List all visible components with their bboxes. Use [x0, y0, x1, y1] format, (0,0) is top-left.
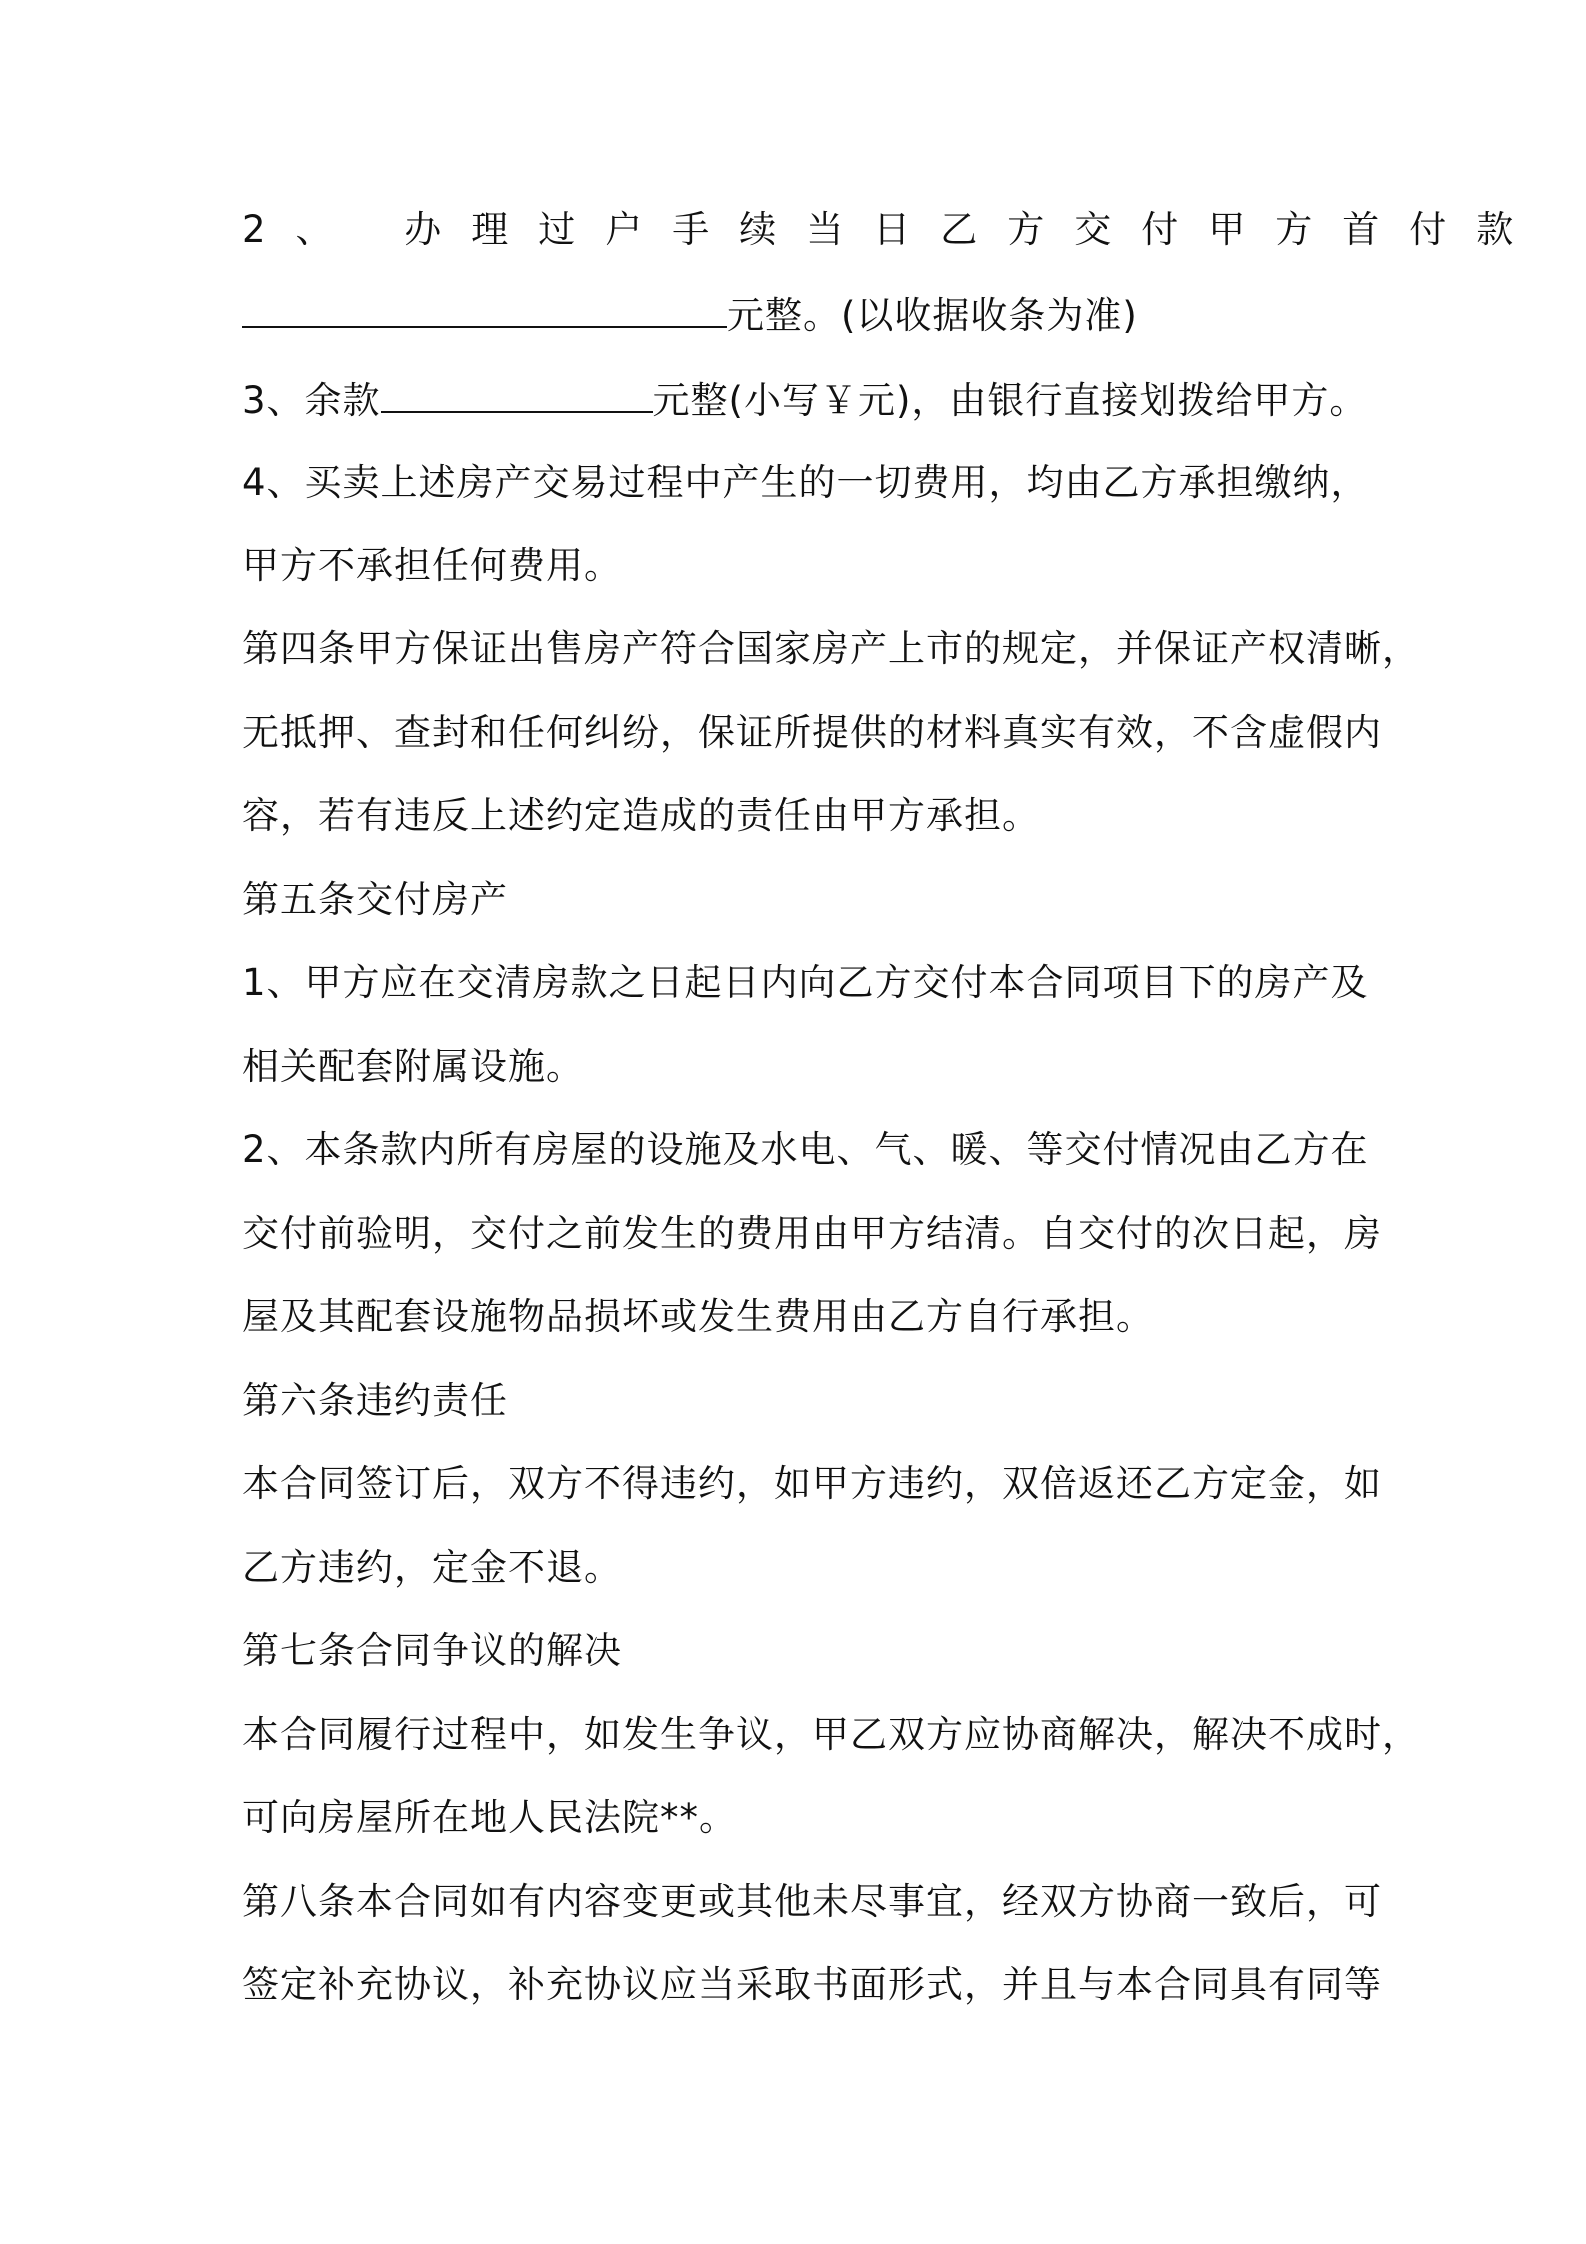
clause-5-heading: 第五条交付房产: [242, 878, 508, 921]
clause-5-item-1-line-1: 1、甲方应在交清房款之日起日内向乙方交付本合同项目下的房产及: [242, 961, 1369, 1004]
clause-5-item-2-line-3: 屋及其配套设施物品损坏或发生费用由乙方自行承担。: [242, 1295, 1154, 1338]
clause-4-line-3: 容，若有违反上述约定造成的责任由甲方承担。: [242, 794, 1040, 837]
clause-5-item-1-line-2: 相关配套附属设施。: [242, 1045, 584, 1088]
balance-blank: [381, 375, 653, 413]
clause-6-heading: 第六条违约责任: [242, 1379, 508, 1422]
clause-3-item-3: [242, 375, 1368, 425]
clause-3-item-4-line-1: 4、买卖上述房产交易过程中产生的一切费用，均由乙方承担缴纳，: [242, 461, 1369, 504]
clause-3-item-2-line-2: [242, 290, 1362, 340]
amount-blank: [242, 290, 727, 328]
clause-3-item-3-label: 3、余款: [242, 379, 381, 422]
clause-3-item-2-line-1: 2、 办理过户手续当日乙方交付甲方首付款: [242, 208, 1544, 251]
clause-3-item-4-line-2: 甲方不承担任何费用。: [242, 544, 622, 587]
clause-7-heading: 第七条合同争议的解决: [242, 1629, 622, 1672]
clause-3-item-2-text: 元整。(以收据收条为准): [727, 294, 1138, 337]
clause-6-line-1: 本合同签订后，双方不得违约，如甲方违约，双倍返还乙方定金，如: [242, 1462, 1382, 1505]
clause-8-line-1: 第八条本合同如有内容变更或其他未尽事宜，经双方协商一致后，可: [242, 1880, 1382, 1923]
clause-3-item-3-text: 元整(小写￥元)，由银行直接划拨给甲方。: [652, 379, 1368, 422]
clause-4-line-1: 第四条甲方保证出售房产符合国家房产上市的规定，并保证产权清晰，: [242, 627, 1420, 670]
clause-7-line-2: 可向房屋所在地人民法院**。: [242, 1796, 737, 1839]
clause-6-line-2: 乙方违约，定金不退。: [242, 1546, 622, 1589]
clause-5-item-2-line-1: 2、本条款内所有房屋的设施及水电、气、暖、等交付情况由乙方在: [242, 1128, 1369, 1171]
clause-7-line-1: 本合同履行过程中，如发生争议，甲乙双方应协商解决，解决不成时，: [242, 1713, 1420, 1756]
clause-8-line-2: 签定补充协议，补充协议应当采取书面形式，并且与本合同具有同等: [242, 1963, 1382, 2006]
clause-5-item-2-line-2: 交付前验明，交付之前发生的费用由甲方结清。自交付的次日起，房: [242, 1212, 1382, 1255]
clause-4-line-2: 无抵押、查封和任何纠纷，保证所提供的材料真实有效，不含虚假内: [242, 711, 1382, 754]
